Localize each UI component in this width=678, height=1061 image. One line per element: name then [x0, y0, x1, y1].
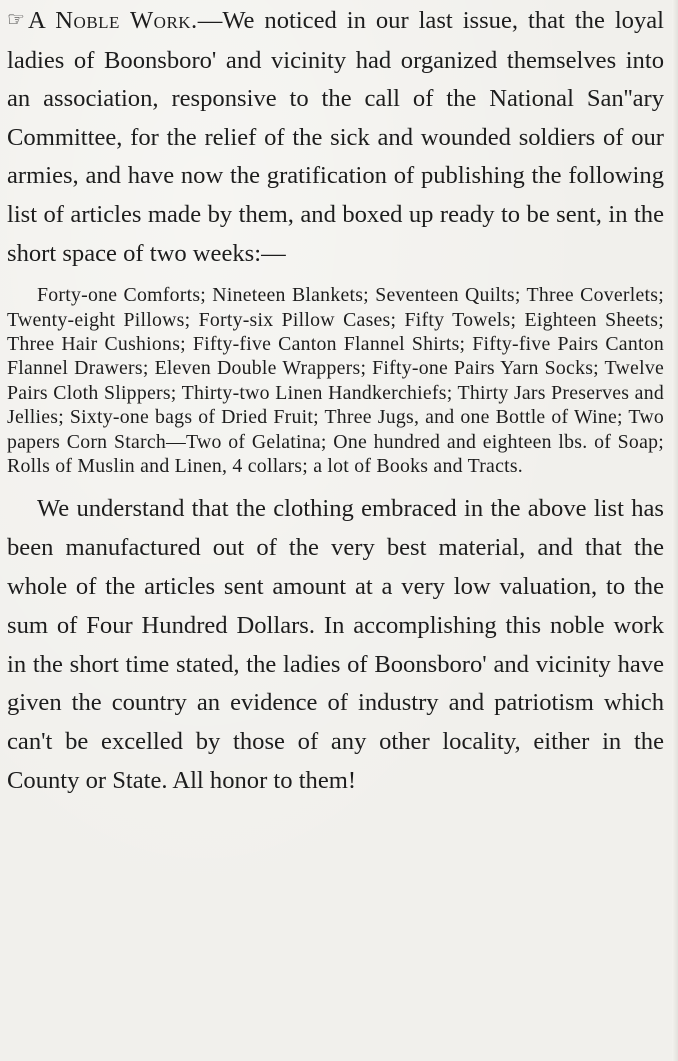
articles-list-paragraph: Forty-one Comforts; Nineteen Blankets; Seventeen Quilts; Three Coverlets; Twenty-eight Pillows; Forty-six Pillow Cases; Fifty Towels; Eighteen Sheets; Three Hair Cushions; Fifty-five Canton Flannel Shirts; Fifty-five Pairs Canton Flannel Drawers; Eleven Double Wrappers; Fifty-one Pairs Yarn Socks; Twelve Pairs Cloth Slippers; Thirty-two Linen Handkerchiefs; Thirty Jars Preserves and Jellies; Sixty-one bags of Dried Fruit; Three Jugs, and one Bottle of Wine; Two papers Corn Starch—Two of Gelatina; One hundred and eighteen lbs. of Soap; Rolls of Muslin and Linen, 4 collars; a lot of Books and Tracts.	[7, 284, 664, 477]
pointing-hand-icon: ☞	[7, 9, 25, 31]
lead-paragraph	[7, 2, 664, 273]
clipping-edge	[672, 0, 678, 1061]
closing-paragraph: We understand that the clothing embraced in the above list has been manufactured out of the very best material, and that the whole of the articles sent amount at a very low valuation, to the sum of Four Hundred Dollars. In accomplishing this noble work in the short time stated, the ladies of Boonsboro' and vicinity have given the country an evidence of industry and patriotism which can't be excelled by those of any other locality, either in the County or State. All honor to them!	[7, 495, 664, 794]
lead-text: —We noticed in our last issue, that the loyal ladies of Boonsboro' and vicinity had organized themselves into an association, responsive to the call of the National San''ary Committee, for the relief of the sick and wounded soldiers of our armies, and have now the gratification of publishing the following list of articles made by them, and boxed up ready to be sent, in the short space of two weeks:—	[7, 7, 664, 267]
article-headline: A Noble Work.	[27, 7, 198, 34]
